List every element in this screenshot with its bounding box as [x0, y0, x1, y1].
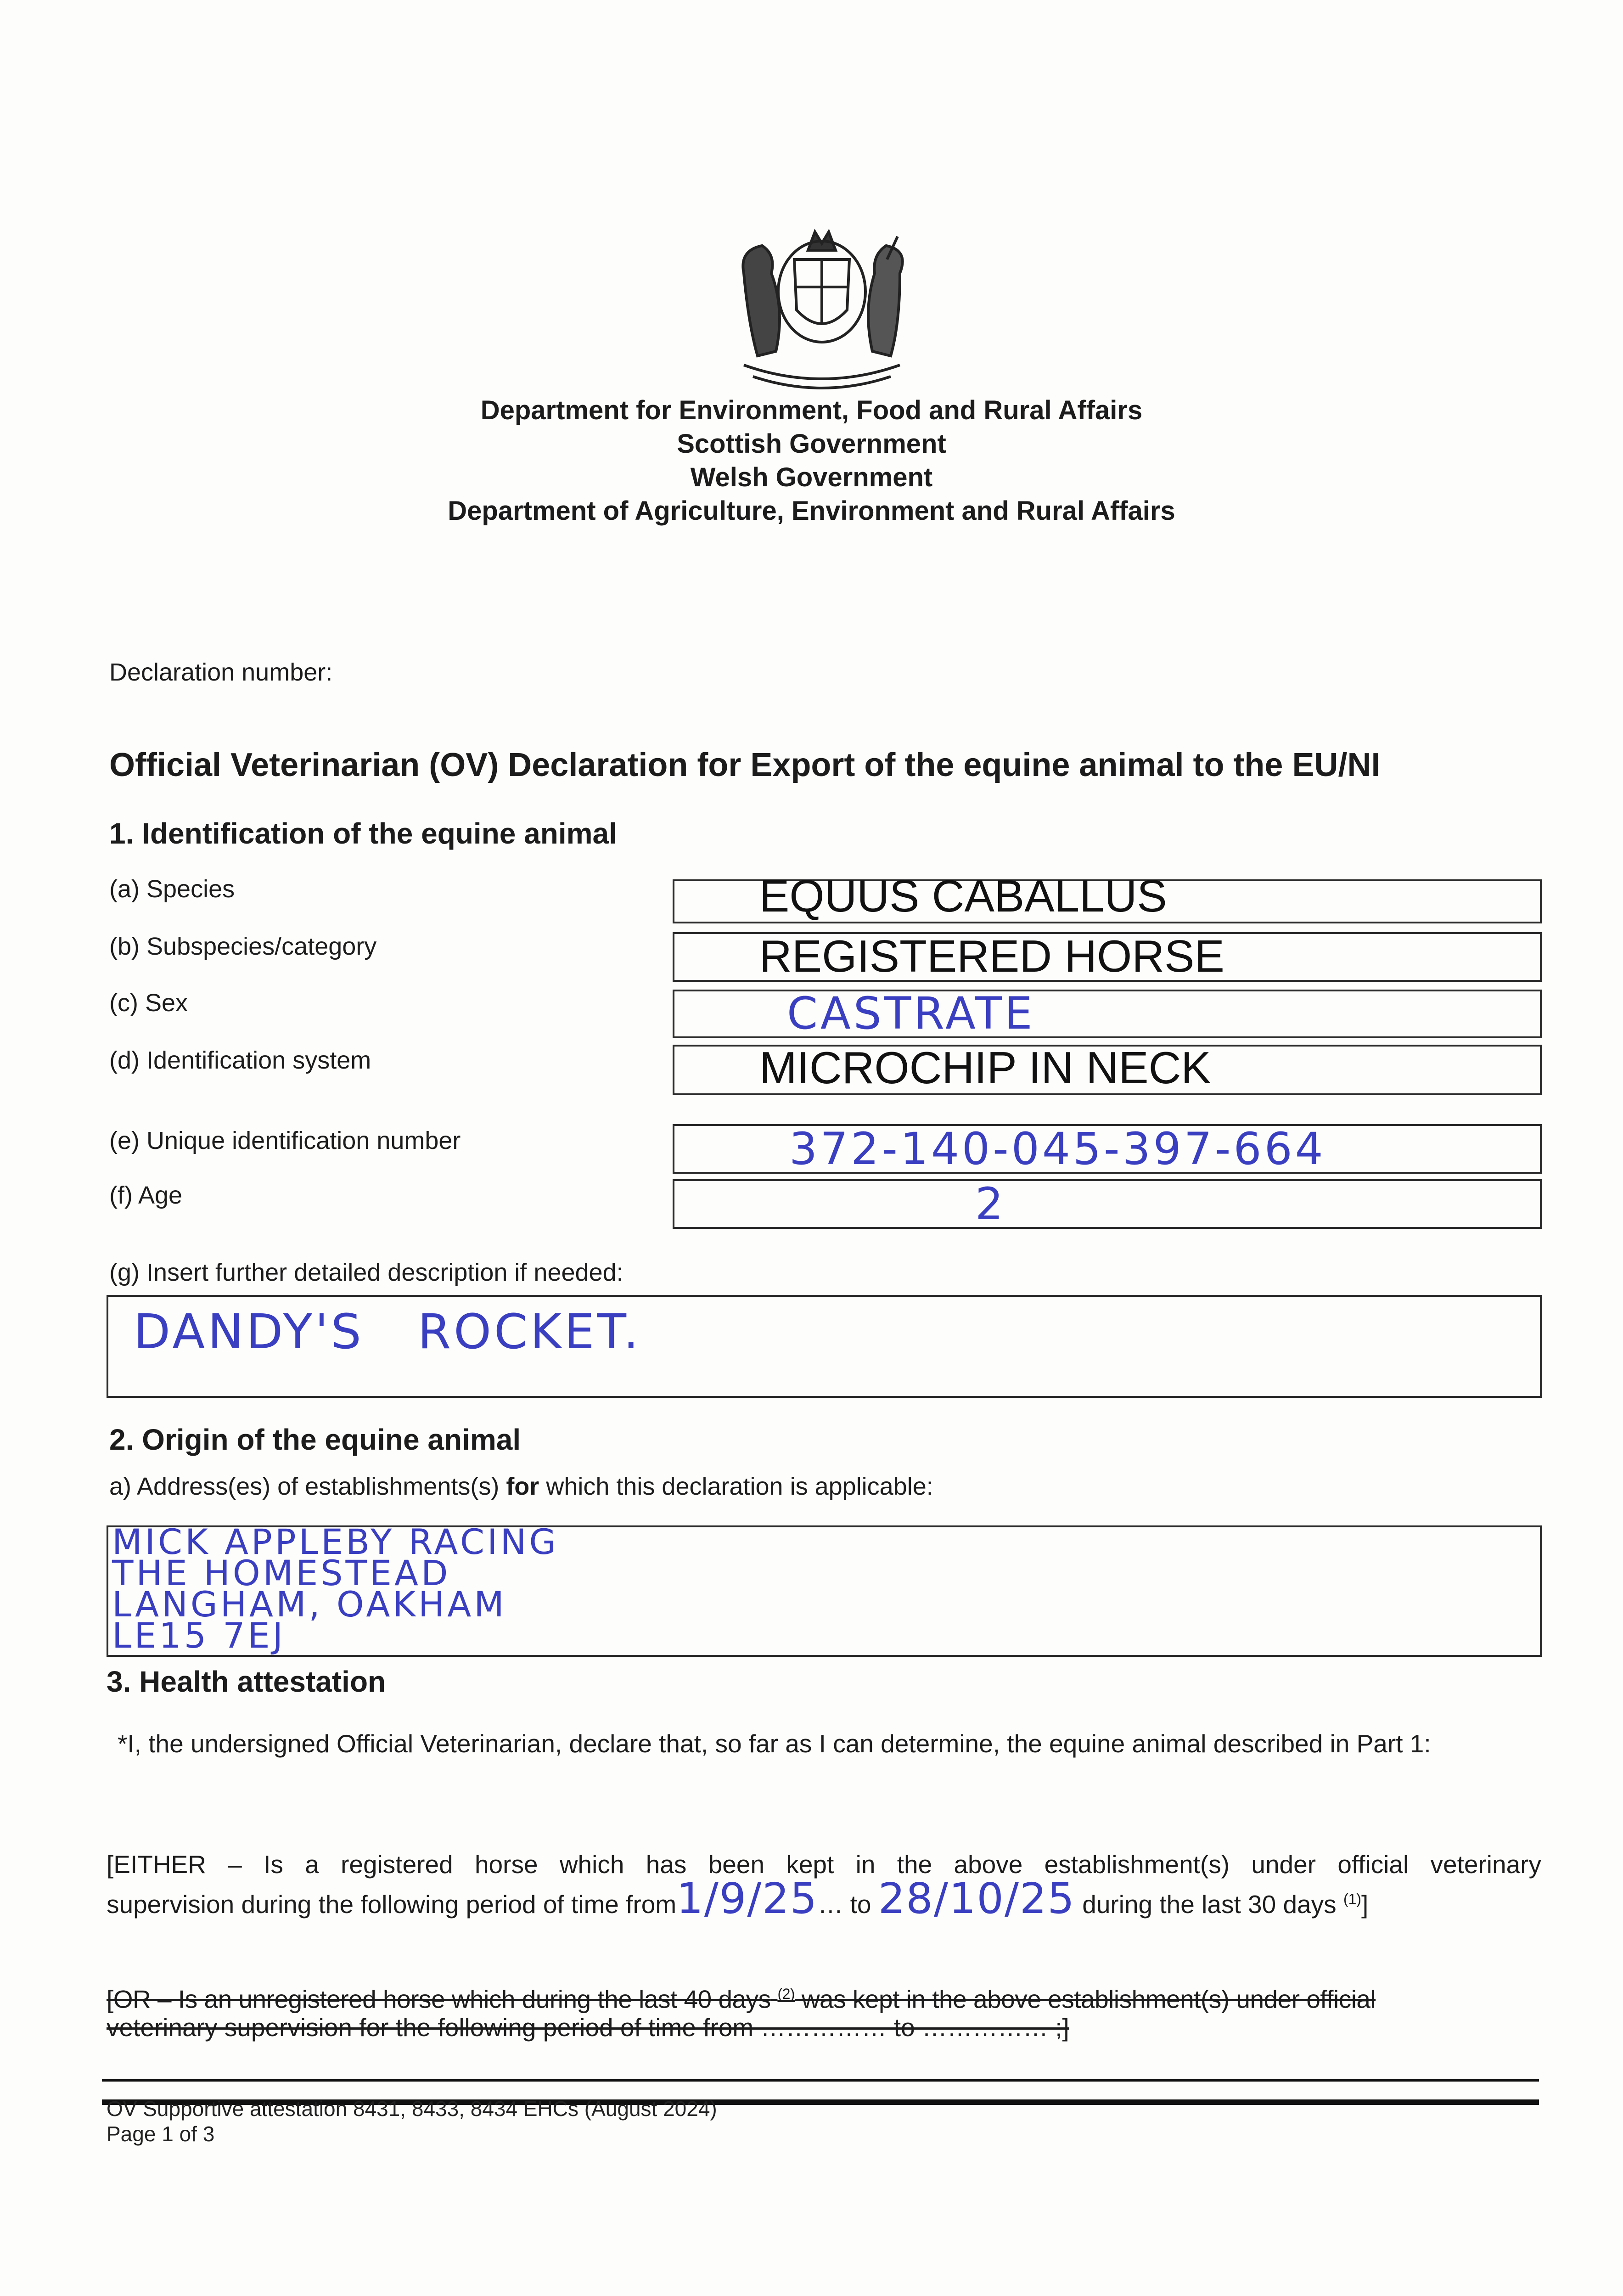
- date-to-value: 28/10/25: [878, 1874, 1075, 1923]
- section-3-heading: 3. Health attestation: [107, 1665, 386, 1698]
- org-welsh-government: Welsh Government: [690, 462, 933, 492]
- age-label: (f) Age: [109, 1182, 183, 1209]
- footer-page-number: Page 1 of 3: [107, 2122, 215, 2146]
- section-1-heading: 1. Identification of the equine animal: [109, 817, 617, 850]
- royal-coat-of-arms-icon: [716, 218, 927, 393]
- description-field[interactable]: [107, 1295, 1542, 1398]
- uid-field[interactable]: [673, 1124, 1542, 1174]
- section-2-heading: 2. Origin of the equine animal: [109, 1423, 521, 1456]
- species-field[interactable]: [673, 871, 1542, 923]
- address-line-4: LE15 7EJ: [112, 1615, 286, 1656]
- subspecies-field[interactable]: [673, 932, 1542, 982]
- id-system-value: MICROCHIP IN NECK: [759, 1042, 1211, 1093]
- species-label: (a) Species: [109, 875, 235, 903]
- health-attestation-intro: *I, the undersigned Official Veterinarian, declare that, so far as I can determine, the equine animal described in Part 1:: [118, 1729, 1431, 1758]
- species-value: EQUUS CABALLUS: [759, 871, 1167, 921]
- or-clause-line-2: veterinary supervision for the following period of time from …………… to …………… ;]: [107, 2013, 1069, 2042]
- address-line-2: THE HOMESTEAD: [112, 1553, 451, 1593]
- address-line-1: MICK APPLEBY RACING: [112, 1521, 559, 1562]
- age-value: 2: [975, 1178, 1006, 1230]
- address-field[interactable]: [107, 1521, 1542, 1657]
- address-label: a) Address(es) of establishments(s) for which this declaration is applicable:: [109, 1473, 933, 1500]
- sex-field[interactable]: [673, 990, 1542, 1038]
- id-system-field[interactable]: [673, 1042, 1542, 1095]
- org-scottish-government: Scottish Government: [677, 429, 946, 459]
- footer-divider-thin: [102, 2079, 1539, 2082]
- description-label: (g) Insert further detailed description if needed:: [109, 1259, 623, 1286]
- age-field[interactable]: [673, 1179, 1542, 1229]
- date-from-value: 1/9/25: [676, 1874, 818, 1923]
- or-clause-line-1: [OR – Is an unregistered horse which during the last 40 days $^{(2)}$ was kept in the above establishment(s) under official: [107, 1985, 1376, 2014]
- uid-label: (e) Unique identification number: [109, 1127, 461, 1154]
- id-system-label: (d) Identification system: [109, 1047, 371, 1074]
- subspecies-value: REGISTERED HORSE: [759, 931, 1224, 981]
- either-clause-line-1: [EITHER – Is a registered horse which has been kept in the above establishment(s) under official veterinary: [107, 1850, 1541, 1879]
- subspecies-label: (b) Subspecies/category: [109, 933, 377, 960]
- footer-attestation-ref: OV Supportive attestation 8431, 8433, 8434 EHCs (August 2024): [107, 2097, 717, 2121]
- page-title: Official Veterinarian (OV) Declaration for Export of the equine animal to the EU/NI: [109, 747, 1381, 783]
- address-lines: [112, 1521, 559, 1656]
- org-defra: Department for Environment, Food and Rural Affairs: [480, 395, 1143, 425]
- org-daera: Department of Agriculture, Environment and Rural Affairs: [448, 496, 1175, 526]
- description-value: DANDY'S ROCKET.: [134, 1304, 641, 1360]
- address-line-3: LANGHAM, OAKHAM: [112, 1584, 507, 1625]
- declaration-number-label: Declaration number:: [109, 658, 333, 686]
- either-clause-line-2: supervision during the following period of time from1/9/25… to 28/10/25 during the last 30 days $^{(1)}$]: [107, 1874, 1369, 1923]
- sex-label: (c) Sex: [109, 989, 188, 1017]
- sex-value: CASTRATE: [787, 988, 1035, 1039]
- uid-value: 372-140-045-397-664: [789, 1123, 1326, 1175]
